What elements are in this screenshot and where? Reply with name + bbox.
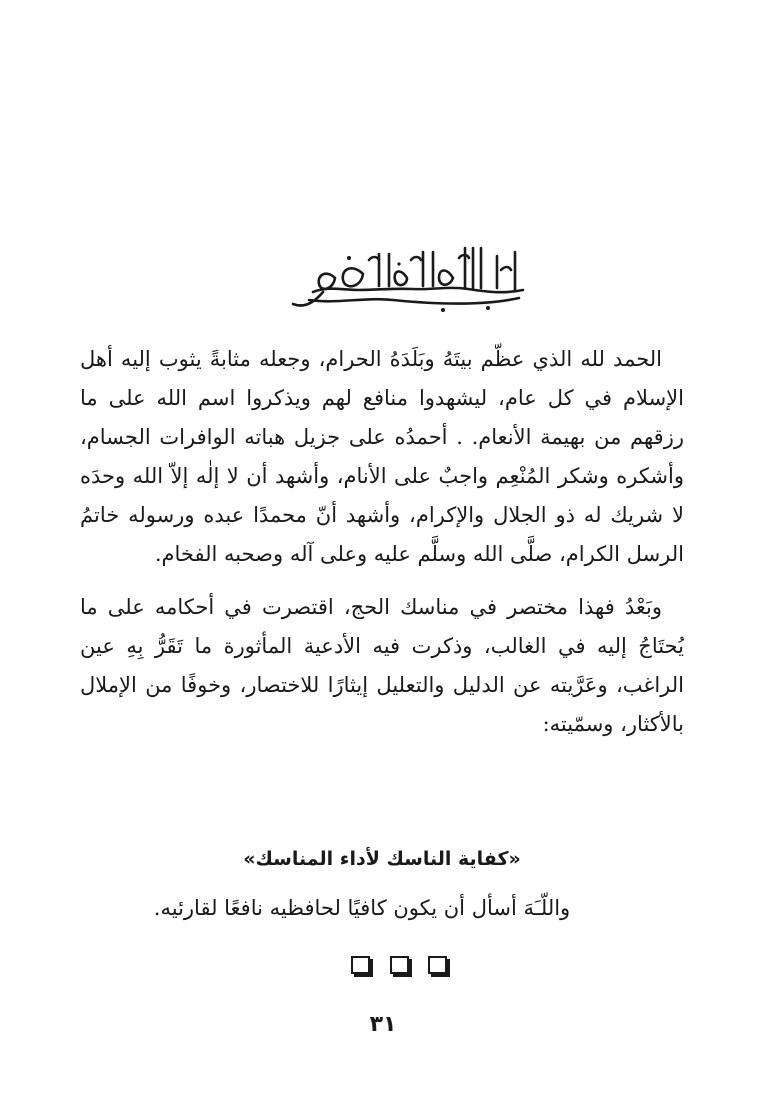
square-ornament-icon	[428, 956, 447, 974]
square-ornament-icon	[351, 956, 370, 974]
page-number: ٣١	[369, 1012, 397, 1037]
introduction-text	[80, 340, 684, 744]
closing-dua: واللّـَهَ أسأل أن يكون كافيًا لحافظيه نافعًا لقارئيه.	[153, 896, 571, 920]
intro-paragraph-purpose: وبَعْدُ فهذا مختصر في مناسك الحج، اقتصرت في أحكامه على ما يُحتَاجُ إليه في الغالب، وذكرت فيه الأدعية المأثورة ما تَقَرُّ بِهِ عين الراغب، وعَرَّيته عن الدليل والتعليل إيثارًا للاختصار، وخوفًا من الإملال بالأكثار، وسمّيته:	[80, 595, 684, 736]
intro-paragraph-praise: الحمد لله الذي عظّم بيتَهُ وبَلَدَهُ الحرام، وجعله مثابةً يثوب إليه أهل الإسلام في كل عام، ليشهدوا منافع لهم ويذكروا اسم الله على ما رزقهم من بهيمة الأنعام. . أحمدُه على جزيل هباته الوافرات الجسام، وأشكره وشكر المُنْعِم واجبٌ على الأنام، وأشهد أن لا إلٰه إلاّ الله وحدَه لا شريك له ذو الجلال والإكرام، وأشهد أنّ محمدًا عبده ورسوله خاتمُ الرسل الكرام، صلَّى الله وسلَّم عليه وعلى آله وصحبه الفخام.	[80, 347, 684, 566]
square-ornament-icon	[390, 956, 409, 974]
section-separator	[351, 956, 447, 978]
basmala-calligraphy-icon	[283, 234, 533, 316]
book-title: «كفاية الناسك لأداء المناسك»	[243, 848, 521, 870]
